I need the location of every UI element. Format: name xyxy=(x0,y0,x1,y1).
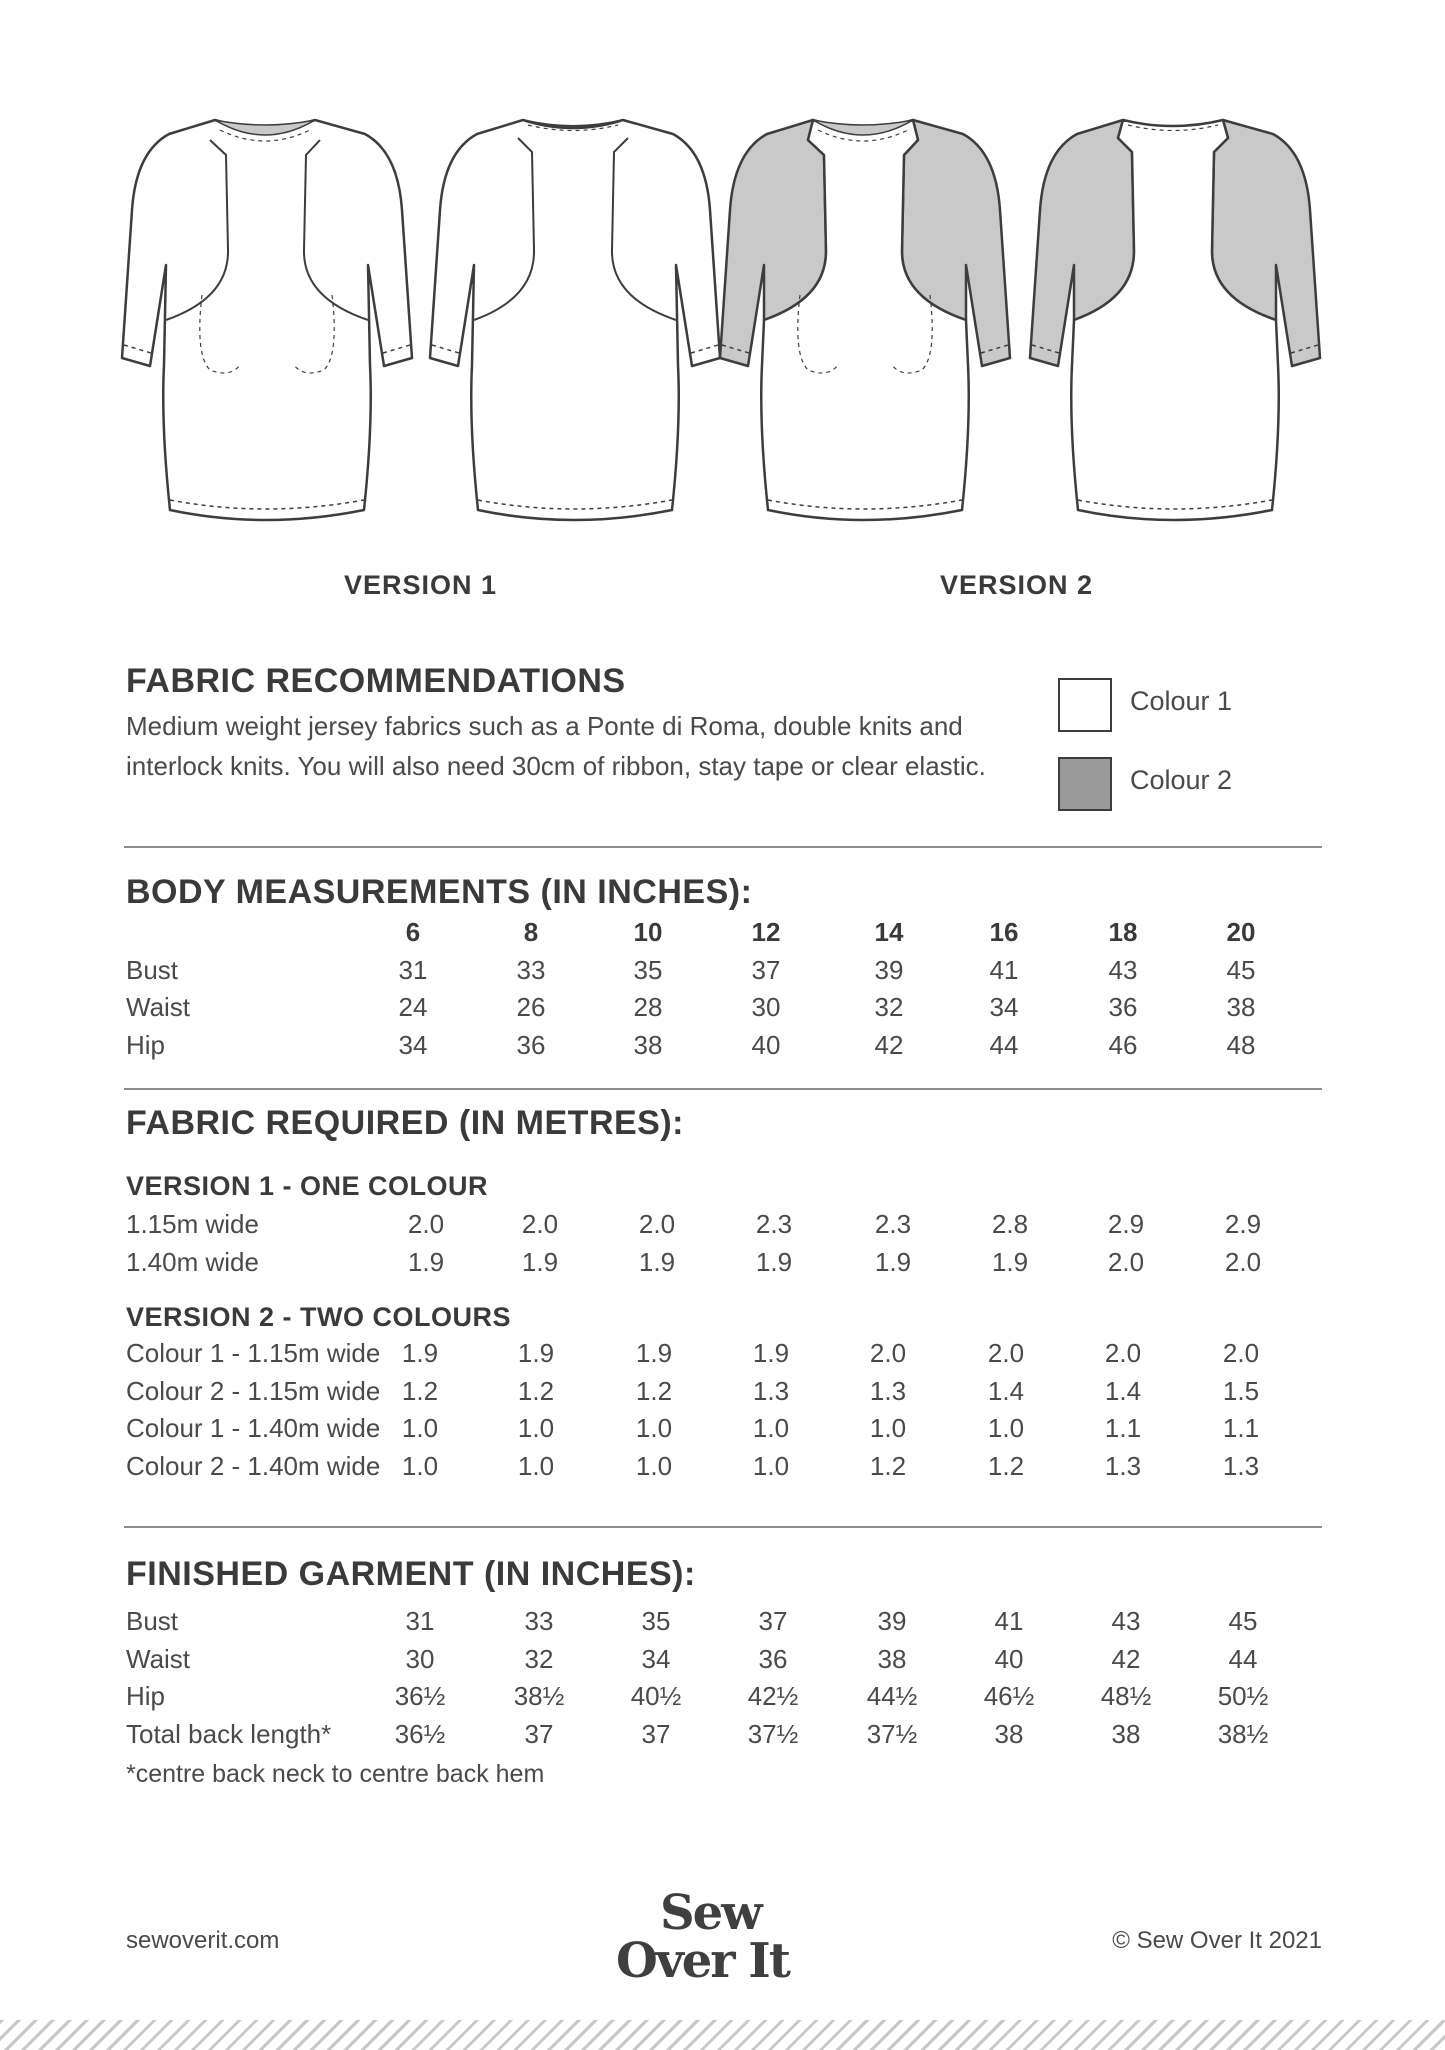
table-cell: 1.0 xyxy=(517,1450,555,1481)
table-cell: 1.9 xyxy=(521,1246,559,1277)
table-cell: 1.9 xyxy=(635,1338,673,1368)
row-label: Waist xyxy=(126,992,191,1022)
table-cell: 45 xyxy=(1226,954,1256,985)
table-cell: 2.0 xyxy=(407,1209,445,1239)
table-cell: 37 xyxy=(524,1718,554,1749)
table-cell: 1.1 xyxy=(1222,1413,1260,1443)
table-cell: 48 xyxy=(1226,1029,1256,1060)
table-cell: 2.0 xyxy=(869,1338,907,1368)
version-1-label: VERSION 1 xyxy=(344,570,498,600)
table-cell: 2.0 xyxy=(987,1338,1025,1368)
table-cell: 38 xyxy=(877,1643,907,1674)
table-cell: 1.2 xyxy=(869,1450,907,1481)
table-cell: 41 xyxy=(989,954,1019,985)
colour-1-label: Colour 1 xyxy=(1130,686,1233,716)
row-label: Colour 1 - 1.15m wide xyxy=(126,1338,381,1368)
table-cell: 1.0 xyxy=(635,1450,673,1481)
table-cell: 30 xyxy=(751,992,781,1022)
table-cell: 37 xyxy=(641,1718,671,1749)
table-cell: 36 xyxy=(516,1029,546,1060)
size-header: 6 xyxy=(405,917,421,947)
table-cell: 1.9 xyxy=(991,1246,1029,1277)
table-cell: 46½ xyxy=(983,1681,1035,1711)
table-cell: 1.0 xyxy=(401,1450,439,1481)
table-cell: 43 xyxy=(1111,1606,1141,1636)
table-cell: 44½ xyxy=(866,1681,918,1711)
table-cell: 26 xyxy=(516,992,546,1022)
fabric-recommendations-title: FABRIC RECOMMENDATIONS xyxy=(126,662,626,700)
table-cell: 1.9 xyxy=(407,1246,445,1277)
table-cell: 1.0 xyxy=(987,1413,1025,1443)
table-cell: 42½ xyxy=(747,1681,799,1711)
table-cell: 45 xyxy=(1228,1606,1258,1636)
table-cell: 24 xyxy=(398,992,428,1022)
finished-garment-title: FINISHED GARMENT (IN INCHES): xyxy=(126,1555,696,1593)
table-cell: 1.0 xyxy=(401,1413,439,1443)
table-cell: 1.9 xyxy=(401,1338,439,1368)
table-cell: 38 xyxy=(633,1029,663,1060)
table-cell: 1.0 xyxy=(869,1413,907,1443)
table-cell: 40 xyxy=(994,1643,1024,1674)
table-cell: 37 xyxy=(751,954,781,985)
table-cell: 1.2 xyxy=(987,1450,1025,1481)
table-cell: 1.9 xyxy=(874,1246,912,1277)
table-cell: 1.3 xyxy=(869,1375,907,1406)
table-cell: 38½ xyxy=(513,1681,565,1711)
table-cell: 39 xyxy=(877,1606,907,1636)
footnote: *centre back neck to centre back hem xyxy=(126,1760,545,1788)
copyright: © Sew Over It 2021 xyxy=(1112,1927,1322,1954)
table-cell: 39 xyxy=(874,954,904,985)
colour-1-swatch xyxy=(1058,678,1112,732)
table-cell: 37½ xyxy=(866,1718,918,1749)
table-cell: 2.8 xyxy=(991,1209,1029,1239)
table-cell: 1.0 xyxy=(635,1413,673,1443)
table-cell: 1.5 xyxy=(1222,1375,1260,1406)
table-cell: 1.0 xyxy=(752,1450,790,1481)
table-cell: 36½ xyxy=(394,1681,446,1711)
table-cell: 32 xyxy=(524,1643,554,1674)
version-2-label: VERSION 2 xyxy=(940,570,1094,600)
size-header: 18 xyxy=(1108,917,1138,947)
table-cell: 30 xyxy=(405,1643,435,1674)
sew-over-it-logo xyxy=(612,1885,842,1990)
table-cell: 42 xyxy=(874,1029,904,1060)
table-cell: 2.3 xyxy=(874,1209,912,1239)
size-header: 8 xyxy=(523,917,539,947)
table-cell: 37½ xyxy=(747,1718,799,1749)
size-header: 20 xyxy=(1226,917,1256,947)
table-cell: 36 xyxy=(758,1643,788,1674)
table-cell: 41 xyxy=(994,1606,1024,1636)
row-label: 1.15m wide xyxy=(126,1209,259,1239)
table-cell: 40 xyxy=(751,1029,781,1060)
logo-line-2: Over It xyxy=(616,1933,789,1989)
table-cell: 1.4 xyxy=(1104,1375,1142,1406)
table-cell: 1.2 xyxy=(517,1375,555,1406)
divider xyxy=(124,1526,1322,1528)
table-cell: 1.4 xyxy=(987,1375,1025,1406)
body-measurements-title: BODY MEASUREMENTS (IN INCHES): xyxy=(126,873,753,911)
table-cell: 2.9 xyxy=(1224,1209,1262,1239)
table-cell: 34 xyxy=(641,1643,671,1674)
row-label: Total back length* xyxy=(126,1718,332,1749)
table-cell: 33 xyxy=(516,954,546,985)
row-label: 1.40m wide xyxy=(126,1246,259,1277)
row-label: Colour 1 - 1.40m wide xyxy=(126,1413,381,1443)
table-cell: 36 xyxy=(1108,992,1138,1022)
table-cell: 33 xyxy=(524,1606,554,1636)
table-cell: 36½ xyxy=(394,1718,446,1749)
table-cell: 1.2 xyxy=(635,1375,673,1406)
table-cell: 40½ xyxy=(630,1681,682,1711)
garment-illustrations xyxy=(120,100,1340,550)
table-cell: 46 xyxy=(1108,1029,1138,1060)
table-cell: 42 xyxy=(1111,1643,1141,1674)
table-cell: 34 xyxy=(398,1029,428,1060)
size-header: 16 xyxy=(989,917,1019,947)
version-1-fabric-title: VERSION 1 - ONE COLOUR xyxy=(126,1171,489,1201)
table-cell: 1.9 xyxy=(638,1246,676,1277)
table-cell: 37 xyxy=(758,1606,788,1636)
table-cell: 1.9 xyxy=(517,1338,555,1368)
table-cell: 44 xyxy=(989,1029,1019,1060)
fabric-recommendations-text xyxy=(126,706,1056,786)
table-cell: 2.9 xyxy=(1107,1209,1145,1239)
row-label: Colour 2 - 1.15m wide xyxy=(126,1375,381,1406)
table-cell: 2.3 xyxy=(755,1209,793,1239)
row-label: Colour 2 - 1.40m wide xyxy=(126,1450,381,1481)
table-cell: 1.1 xyxy=(1104,1413,1142,1443)
table-cell: 44 xyxy=(1228,1643,1258,1674)
row-label: Hip xyxy=(126,1029,166,1060)
logo-line-1: Sew xyxy=(660,1885,761,1941)
table-cell: 1.3 xyxy=(1222,1450,1260,1481)
divider xyxy=(124,846,1322,848)
table-cell: 48½ xyxy=(1100,1681,1152,1711)
website-link[interactable]: sewoverit.com xyxy=(126,1927,280,1954)
table-cell: 1.3 xyxy=(1104,1450,1142,1481)
row-label: Bust xyxy=(126,1606,179,1636)
fabric-recommendations-line-2: interlock knits. You will also need 30cm of ribbon, stay tape or clear elastic. xyxy=(126,751,986,781)
table-cell: 1.9 xyxy=(752,1338,790,1368)
table-cell: 43 xyxy=(1108,954,1138,985)
table-cell: 2.0 xyxy=(1104,1338,1142,1368)
table-cell: 34 xyxy=(989,992,1019,1022)
colour-2-label: Colour 2 xyxy=(1130,765,1233,795)
table-cell: 1.9 xyxy=(755,1246,793,1277)
table-cell: 2.0 xyxy=(638,1209,676,1239)
table-cell: 38½ xyxy=(1217,1718,1269,1749)
fabric-recommendations-line-1: Medium weight jersey fabrics such as a Ponte di Roma, double knits and xyxy=(126,711,963,741)
row-label: Waist xyxy=(126,1643,191,1674)
row-label: Hip xyxy=(126,1681,166,1711)
table-cell: 2.0 xyxy=(1222,1338,1260,1368)
table-cell: 35 xyxy=(641,1606,671,1636)
table-cell: 35 xyxy=(633,954,663,985)
table-cell: 2.0 xyxy=(1107,1246,1145,1277)
table-cell: 31 xyxy=(398,954,428,985)
divider xyxy=(124,1088,1322,1090)
table-cell: 2.0 xyxy=(1224,1246,1262,1277)
hatched-border xyxy=(0,2020,1445,2050)
version-2-fabric-title: VERSION 2 - TWO COLOURS xyxy=(126,1302,512,1332)
table-cell: 38 xyxy=(994,1718,1024,1749)
table-cell: 1.0 xyxy=(752,1413,790,1443)
size-header: 10 xyxy=(633,917,663,947)
table-cell: 1.0 xyxy=(517,1413,555,1443)
table-cell: 32 xyxy=(874,992,904,1022)
table-cell: 38 xyxy=(1111,1718,1141,1749)
fabric-required-title: FABRIC REQUIRED (IN METRES): xyxy=(126,1104,684,1142)
table-cell: 1.2 xyxy=(401,1375,439,1406)
table-cell: 2.0 xyxy=(521,1209,559,1239)
table-cell: 1.3 xyxy=(752,1375,790,1406)
table-cell: 38 xyxy=(1226,992,1256,1022)
table-cell: 50½ xyxy=(1217,1681,1269,1711)
size-header: 14 xyxy=(874,917,904,947)
colour-2-swatch xyxy=(1058,757,1112,811)
table-cell: 28 xyxy=(633,992,663,1022)
size-header: 12 xyxy=(751,917,781,947)
row-label: Bust xyxy=(126,954,179,985)
table-cell: 31 xyxy=(405,1606,435,1636)
